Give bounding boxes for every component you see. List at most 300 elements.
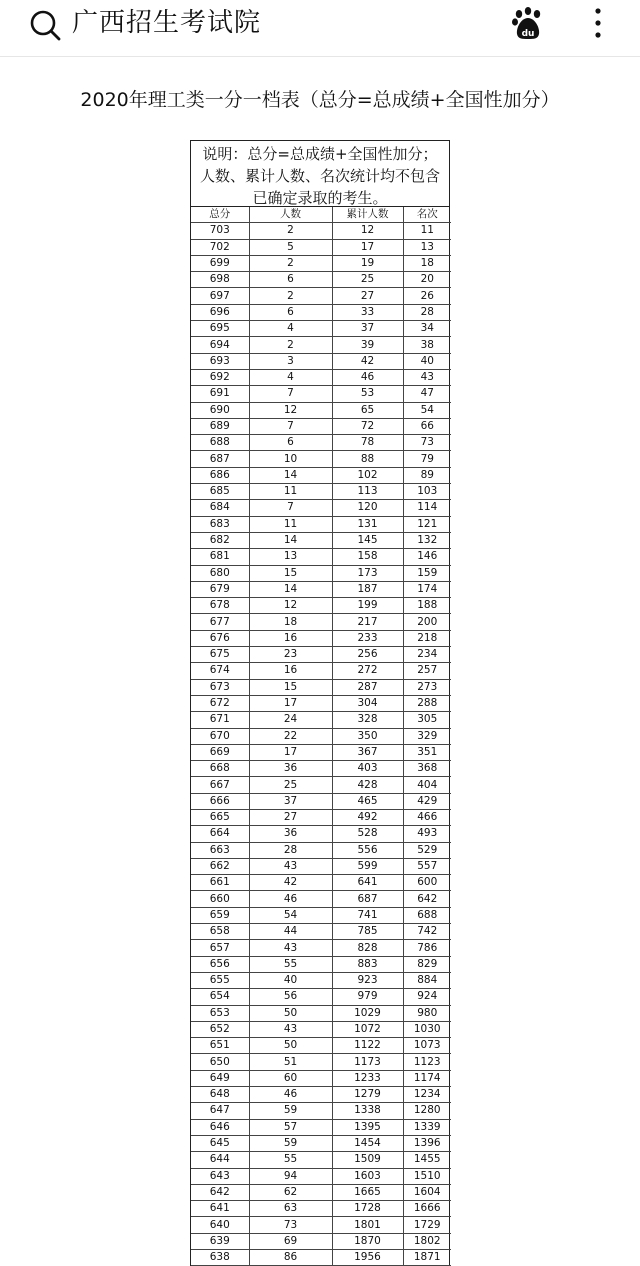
- cell-cumulative: 1173: [332, 1054, 403, 1070]
- cell-count: 46: [249, 891, 332, 907]
- cell-cumulative: 1603: [332, 1168, 403, 1184]
- cell-total-score: 687: [191, 451, 249, 467]
- cell-total-score: 682: [191, 532, 249, 548]
- cell-count: 15: [249, 679, 332, 695]
- cell-rank: 159: [403, 565, 451, 581]
- cell-total-score: 647: [191, 1103, 249, 1119]
- cell-cumulative: 428: [332, 777, 403, 793]
- cell-cumulative: 1029: [332, 1005, 403, 1021]
- cell-cumulative: 367: [332, 744, 403, 760]
- cell-count: 73: [249, 1217, 332, 1233]
- table-row: [191, 647, 451, 663]
- cell-cumulative: 27: [332, 288, 403, 304]
- table-row: [191, 924, 451, 940]
- table-row: [191, 516, 451, 532]
- cell-count: 60: [249, 1070, 332, 1086]
- cell-count: 14: [249, 581, 332, 597]
- cell-count: 50: [249, 1038, 332, 1054]
- cell-total-score: 675: [191, 647, 249, 663]
- table-row: [191, 989, 451, 1005]
- cell-cumulative: 1509: [332, 1152, 403, 1168]
- cell-rank: 18: [403, 255, 451, 271]
- cell-rank: 1455: [403, 1152, 451, 1168]
- cell-total-score: 658: [191, 924, 249, 940]
- table-row: [191, 972, 451, 988]
- cell-rank: 529: [403, 842, 451, 858]
- cell-count: 16: [249, 663, 332, 679]
- cell-total-score: 673: [191, 679, 249, 695]
- table-row: [191, 712, 451, 728]
- cell-count: 51: [249, 1054, 332, 1070]
- cell-count: 40: [249, 972, 332, 988]
- table-row: [191, 1054, 451, 1070]
- table-row: [191, 679, 451, 695]
- cell-cumulative: 687: [332, 891, 403, 907]
- cell-rank: 218: [403, 630, 451, 646]
- cell-rank: 132: [403, 532, 451, 548]
- cell-total-score: 686: [191, 467, 249, 483]
- cell-rank: 1396: [403, 1135, 451, 1151]
- cell-rank: 1234: [403, 1087, 451, 1103]
- cell-total-score: 690: [191, 402, 249, 418]
- cell-total-score: 669: [191, 744, 249, 760]
- table-row: [191, 418, 451, 434]
- table-row: [191, 272, 451, 288]
- cell-cumulative: 233: [332, 630, 403, 646]
- cell-total-score: 656: [191, 956, 249, 972]
- cell-rank: 829: [403, 956, 451, 972]
- cell-cumulative: 599: [332, 858, 403, 874]
- cell-cumulative: 46: [332, 369, 403, 385]
- cell-total-score: 677: [191, 614, 249, 630]
- cell-cumulative: 72: [332, 418, 403, 434]
- cell-cumulative: 1870: [332, 1233, 403, 1249]
- cell-cumulative: 1801: [332, 1217, 403, 1233]
- table-row: [191, 500, 451, 516]
- cell-total-score: 679: [191, 581, 249, 597]
- table-row: [191, 1087, 451, 1103]
- cell-cumulative: 158: [332, 549, 403, 565]
- cell-total-score: 643: [191, 1168, 249, 1184]
- cell-count: 59: [249, 1103, 332, 1119]
- cell-count: 36: [249, 826, 332, 842]
- cell-total-score: 642: [191, 1184, 249, 1200]
- cell-cumulative: 12: [332, 223, 403, 239]
- table-row: [191, 565, 451, 581]
- cell-count: 57: [249, 1119, 332, 1135]
- cell-count: 6: [249, 304, 332, 320]
- cell-count: 18: [249, 614, 332, 630]
- cell-count: 3: [249, 353, 332, 369]
- cell-total-score: 674: [191, 663, 249, 679]
- cell-total-score: 655: [191, 972, 249, 988]
- table-row: [191, 1201, 451, 1217]
- cell-rank: 557: [403, 858, 451, 874]
- header-cumulative: 累计人数: [332, 207, 403, 223]
- cell-cumulative: 741: [332, 907, 403, 923]
- cell-count: 36: [249, 761, 332, 777]
- cell-cumulative: 1728: [332, 1201, 403, 1217]
- cell-total-score: 668: [191, 761, 249, 777]
- cell-rank: 20: [403, 272, 451, 288]
- cell-count: 27: [249, 809, 332, 825]
- cell-cumulative: 328: [332, 712, 403, 728]
- cell-rank: 234: [403, 647, 451, 663]
- cell-total-score: 702: [191, 239, 249, 255]
- table-row: [191, 663, 451, 679]
- table-row: [191, 695, 451, 711]
- table-row: [191, 435, 451, 451]
- cell-total-score: 652: [191, 1021, 249, 1037]
- cell-cumulative: 350: [332, 728, 403, 744]
- more-menu-icon[interactable]: [588, 6, 608, 40]
- cell-cumulative: 37: [332, 321, 403, 337]
- cell-rank: 688: [403, 907, 451, 923]
- cell-count: 12: [249, 402, 332, 418]
- cell-rank: 1729: [403, 1217, 451, 1233]
- cell-total-score: 639: [191, 1233, 249, 1249]
- cell-cumulative: 19: [332, 255, 403, 271]
- cell-total-score: 703: [191, 223, 249, 239]
- cell-cumulative: 287: [332, 679, 403, 695]
- cell-count: 12: [249, 598, 332, 614]
- cell-total-score: 685: [191, 484, 249, 500]
- cell-total-score: 683: [191, 516, 249, 532]
- cell-total-score: 662: [191, 858, 249, 874]
- cell-cumulative: 979: [332, 989, 403, 1005]
- cell-cumulative: 256: [332, 647, 403, 663]
- cell-cumulative: 1279: [332, 1087, 403, 1103]
- cell-rank: 924: [403, 989, 451, 1005]
- cell-cumulative: 1072: [332, 1021, 403, 1037]
- cell-rank: 188: [403, 598, 451, 614]
- cell-rank: 38: [403, 337, 451, 353]
- cell-cumulative: 199: [332, 598, 403, 614]
- table-row: [191, 907, 451, 923]
- table-row: [191, 304, 451, 320]
- table-row: [191, 337, 451, 353]
- cell-total-score: 659: [191, 907, 249, 923]
- cell-cumulative: 131: [332, 516, 403, 532]
- table-row: [191, 1152, 451, 1168]
- cell-rank: 404: [403, 777, 451, 793]
- table-row: [191, 1070, 451, 1086]
- cell-count: 46: [249, 1087, 332, 1103]
- table-row: [191, 255, 451, 271]
- cell-total-score: 691: [191, 386, 249, 402]
- cell-total-score: 681: [191, 549, 249, 565]
- table-row: [191, 842, 451, 858]
- cell-count: 10: [249, 451, 332, 467]
- cell-total-score: 689: [191, 418, 249, 434]
- cell-count: 56: [249, 989, 332, 1005]
- cell-cumulative: 272: [332, 663, 403, 679]
- cell-cumulative: 403: [332, 761, 403, 777]
- cell-rank: 786: [403, 940, 451, 956]
- cell-rank: 1604: [403, 1184, 451, 1200]
- table-row: [191, 761, 451, 777]
- top-bar: [0, 0, 640, 48]
- header-total-score: 总分: [191, 207, 249, 223]
- table-row: [191, 1038, 451, 1054]
- cell-rank: 200: [403, 614, 451, 630]
- cell-count: 4: [249, 321, 332, 337]
- table-row: [191, 353, 451, 369]
- table-header-row: [191, 207, 451, 223]
- cell-rank: 114: [403, 500, 451, 516]
- cell-cumulative: 785: [332, 924, 403, 940]
- cell-cumulative: 17: [332, 239, 403, 255]
- score-table-container: [190, 140, 450, 1266]
- cell-count: 42: [249, 875, 332, 891]
- cell-rank: 1073: [403, 1038, 451, 1054]
- cell-count: 44: [249, 924, 332, 940]
- cell-count: 16: [249, 630, 332, 646]
- cell-rank: 600: [403, 875, 451, 891]
- cell-rank: 146: [403, 549, 451, 565]
- cell-cumulative: 39: [332, 337, 403, 353]
- cell-total-score: 676: [191, 630, 249, 646]
- cell-count: 62: [249, 1184, 332, 1200]
- cell-cumulative: 1233: [332, 1070, 403, 1086]
- table-row: [191, 598, 451, 614]
- table-row: [191, 728, 451, 744]
- cell-rank: 47: [403, 386, 451, 402]
- cell-count: 5: [249, 239, 332, 255]
- cell-total-score: 645: [191, 1135, 249, 1151]
- cell-total-score: 671: [191, 712, 249, 728]
- cell-count: 7: [249, 418, 332, 434]
- cell-total-score: 678: [191, 598, 249, 614]
- cell-count: 11: [249, 484, 332, 500]
- table-row: [191, 288, 451, 304]
- cell-cumulative: 78: [332, 435, 403, 451]
- table-row: [191, 809, 451, 825]
- app-title: 广西招生考试院: [72, 8, 262, 38]
- cell-total-score: 648: [191, 1087, 249, 1103]
- cell-count: 15: [249, 565, 332, 581]
- cell-count: 4: [249, 369, 332, 385]
- cell-count: 86: [249, 1250, 332, 1266]
- cell-total-score: 650: [191, 1054, 249, 1070]
- cell-total-score: 680: [191, 565, 249, 581]
- cell-cumulative: 173: [332, 565, 403, 581]
- cell-total-score: 657: [191, 940, 249, 956]
- cell-cumulative: 883: [332, 956, 403, 972]
- cell-rank: 73: [403, 435, 451, 451]
- table-row: [191, 1103, 451, 1119]
- table-row: [191, 549, 451, 565]
- table-row: [191, 223, 451, 239]
- cell-total-score: 698: [191, 272, 249, 288]
- table-row: [191, 581, 451, 597]
- cell-rank: 980: [403, 1005, 451, 1021]
- table-row: [191, 484, 451, 500]
- cell-count: 69: [249, 1233, 332, 1249]
- cell-rank: 40: [403, 353, 451, 369]
- cell-rank: 1339: [403, 1119, 451, 1135]
- cell-rank: 1030: [403, 1021, 451, 1037]
- cell-count: 23: [249, 647, 332, 663]
- table-row: [191, 777, 451, 793]
- cell-rank: 493: [403, 826, 451, 842]
- header-divider: [0, 56, 640, 57]
- cell-total-score: 697: [191, 288, 249, 304]
- cell-count: 2: [249, 255, 332, 271]
- table-note: 说明：总分=总成绩+全国性加分；人数、累计人数、名次统计均不包含已确定录取的考生。: [191, 141, 449, 207]
- cell-total-score: 672: [191, 695, 249, 711]
- cell-total-score: 649: [191, 1070, 249, 1086]
- cell-cumulative: 1665: [332, 1184, 403, 1200]
- cell-rank: 1280: [403, 1103, 451, 1119]
- table-row: [191, 1021, 451, 1037]
- cell-cumulative: 65: [332, 402, 403, 418]
- cell-rank: 34: [403, 321, 451, 337]
- baidu-paw-icon[interactable]: [510, 6, 546, 42]
- cell-count: 7: [249, 500, 332, 516]
- cell-cumulative: 25: [332, 272, 403, 288]
- cell-count: 50: [249, 1005, 332, 1021]
- table-row: [191, 532, 451, 548]
- cell-count: 2: [249, 337, 332, 353]
- cell-rank: 429: [403, 793, 451, 809]
- cell-rank: 28: [403, 304, 451, 320]
- cell-cumulative: 492: [332, 809, 403, 825]
- table-row: [191, 1184, 451, 1200]
- cell-cumulative: 556: [332, 842, 403, 858]
- cell-total-score: 693: [191, 353, 249, 369]
- table-row: [191, 402, 451, 418]
- cell-count: 25: [249, 777, 332, 793]
- cell-total-score: 661: [191, 875, 249, 891]
- cell-rank: 89: [403, 467, 451, 483]
- cell-rank: 466: [403, 809, 451, 825]
- cell-cumulative: 33: [332, 304, 403, 320]
- cell-count: 63: [249, 1201, 332, 1217]
- cell-total-score: 694: [191, 337, 249, 353]
- cell-rank: 1871: [403, 1250, 451, 1266]
- cell-cumulative: 145: [332, 532, 403, 548]
- cell-count: 6: [249, 435, 332, 451]
- cell-rank: 66: [403, 418, 451, 434]
- cell-cumulative: 217: [332, 614, 403, 630]
- cell-rank: 43: [403, 369, 451, 385]
- cell-total-score: 654: [191, 989, 249, 1005]
- cell-total-score: 641: [191, 1201, 249, 1217]
- table-row: [191, 1250, 451, 1266]
- cell-count: 28: [249, 842, 332, 858]
- cell-count: 11: [249, 516, 332, 532]
- search-icon[interactable]: [28, 8, 62, 42]
- cell-cumulative: 53: [332, 386, 403, 402]
- cell-cumulative: 304: [332, 695, 403, 711]
- table-row: [191, 1135, 451, 1151]
- cell-count: 2: [249, 223, 332, 239]
- cell-rank: 26: [403, 288, 451, 304]
- cell-cumulative: 1956: [332, 1250, 403, 1266]
- table-row: [191, 956, 451, 972]
- cell-rank: 103: [403, 484, 451, 500]
- table-row: [191, 793, 451, 809]
- cell-rank: 121: [403, 516, 451, 532]
- cell-count: 17: [249, 744, 332, 760]
- header-count: 人数: [249, 207, 332, 223]
- cell-rank: 1802: [403, 1233, 451, 1249]
- table-row: [191, 744, 451, 760]
- cell-rank: 742: [403, 924, 451, 940]
- cell-count: 59: [249, 1135, 332, 1151]
- header-rank: 名次: [403, 207, 451, 223]
- cell-rank: 257: [403, 663, 451, 679]
- table-row: [191, 630, 451, 646]
- table-row: [191, 614, 451, 630]
- svg-text:du: du: [521, 29, 535, 39]
- cell-total-score: 660: [191, 891, 249, 907]
- cell-rank: 642: [403, 891, 451, 907]
- cell-count: 94: [249, 1168, 332, 1184]
- cell-total-score: 688: [191, 435, 249, 451]
- cell-count: 37: [249, 793, 332, 809]
- cell-cumulative: 1454: [332, 1135, 403, 1151]
- cell-rank: 174: [403, 581, 451, 597]
- cell-cumulative: 828: [332, 940, 403, 956]
- table-row: [191, 891, 451, 907]
- table-row: [191, 875, 451, 891]
- cell-cumulative: 528: [332, 826, 403, 842]
- score-table: [191, 207, 451, 1266]
- cell-rank: 1174: [403, 1070, 451, 1086]
- table-row: [191, 940, 451, 956]
- cell-rank: 884: [403, 972, 451, 988]
- cell-count: 54: [249, 907, 332, 923]
- cell-cumulative: 42: [332, 353, 403, 369]
- cell-count: 55: [249, 1152, 332, 1168]
- cell-total-score: 651: [191, 1038, 249, 1054]
- cell-total-score: 692: [191, 369, 249, 385]
- table-row: [191, 1233, 451, 1249]
- cell-total-score: 684: [191, 500, 249, 516]
- cell-count: 17: [249, 695, 332, 711]
- table-row: [191, 386, 451, 402]
- cell-rank: 288: [403, 695, 451, 711]
- table-row: [191, 1119, 451, 1135]
- cell-count: 13: [249, 549, 332, 565]
- cell-total-score: 695: [191, 321, 249, 337]
- cell-total-score: 653: [191, 1005, 249, 1021]
- cell-total-score: 699: [191, 255, 249, 271]
- cell-rank: 368: [403, 761, 451, 777]
- cell-count: 43: [249, 858, 332, 874]
- cell-count: 14: [249, 532, 332, 548]
- cell-cumulative: 88: [332, 451, 403, 467]
- cell-rank: 351: [403, 744, 451, 760]
- cell-total-score: 667: [191, 777, 249, 793]
- table-row: [191, 1168, 451, 1184]
- cell-cumulative: 641: [332, 875, 403, 891]
- cell-cumulative: 102: [332, 467, 403, 483]
- cell-cumulative: 923: [332, 972, 403, 988]
- cell-total-score: 640: [191, 1217, 249, 1233]
- cell-total-score: 665: [191, 809, 249, 825]
- cell-rank: 79: [403, 451, 451, 467]
- cell-rank: 11: [403, 223, 451, 239]
- cell-rank: 273: [403, 679, 451, 695]
- table-row: [191, 826, 451, 842]
- cell-count: 55: [249, 956, 332, 972]
- cell-rank: 1123: [403, 1054, 451, 1070]
- cell-total-score: 663: [191, 842, 249, 858]
- table-row: [191, 858, 451, 874]
